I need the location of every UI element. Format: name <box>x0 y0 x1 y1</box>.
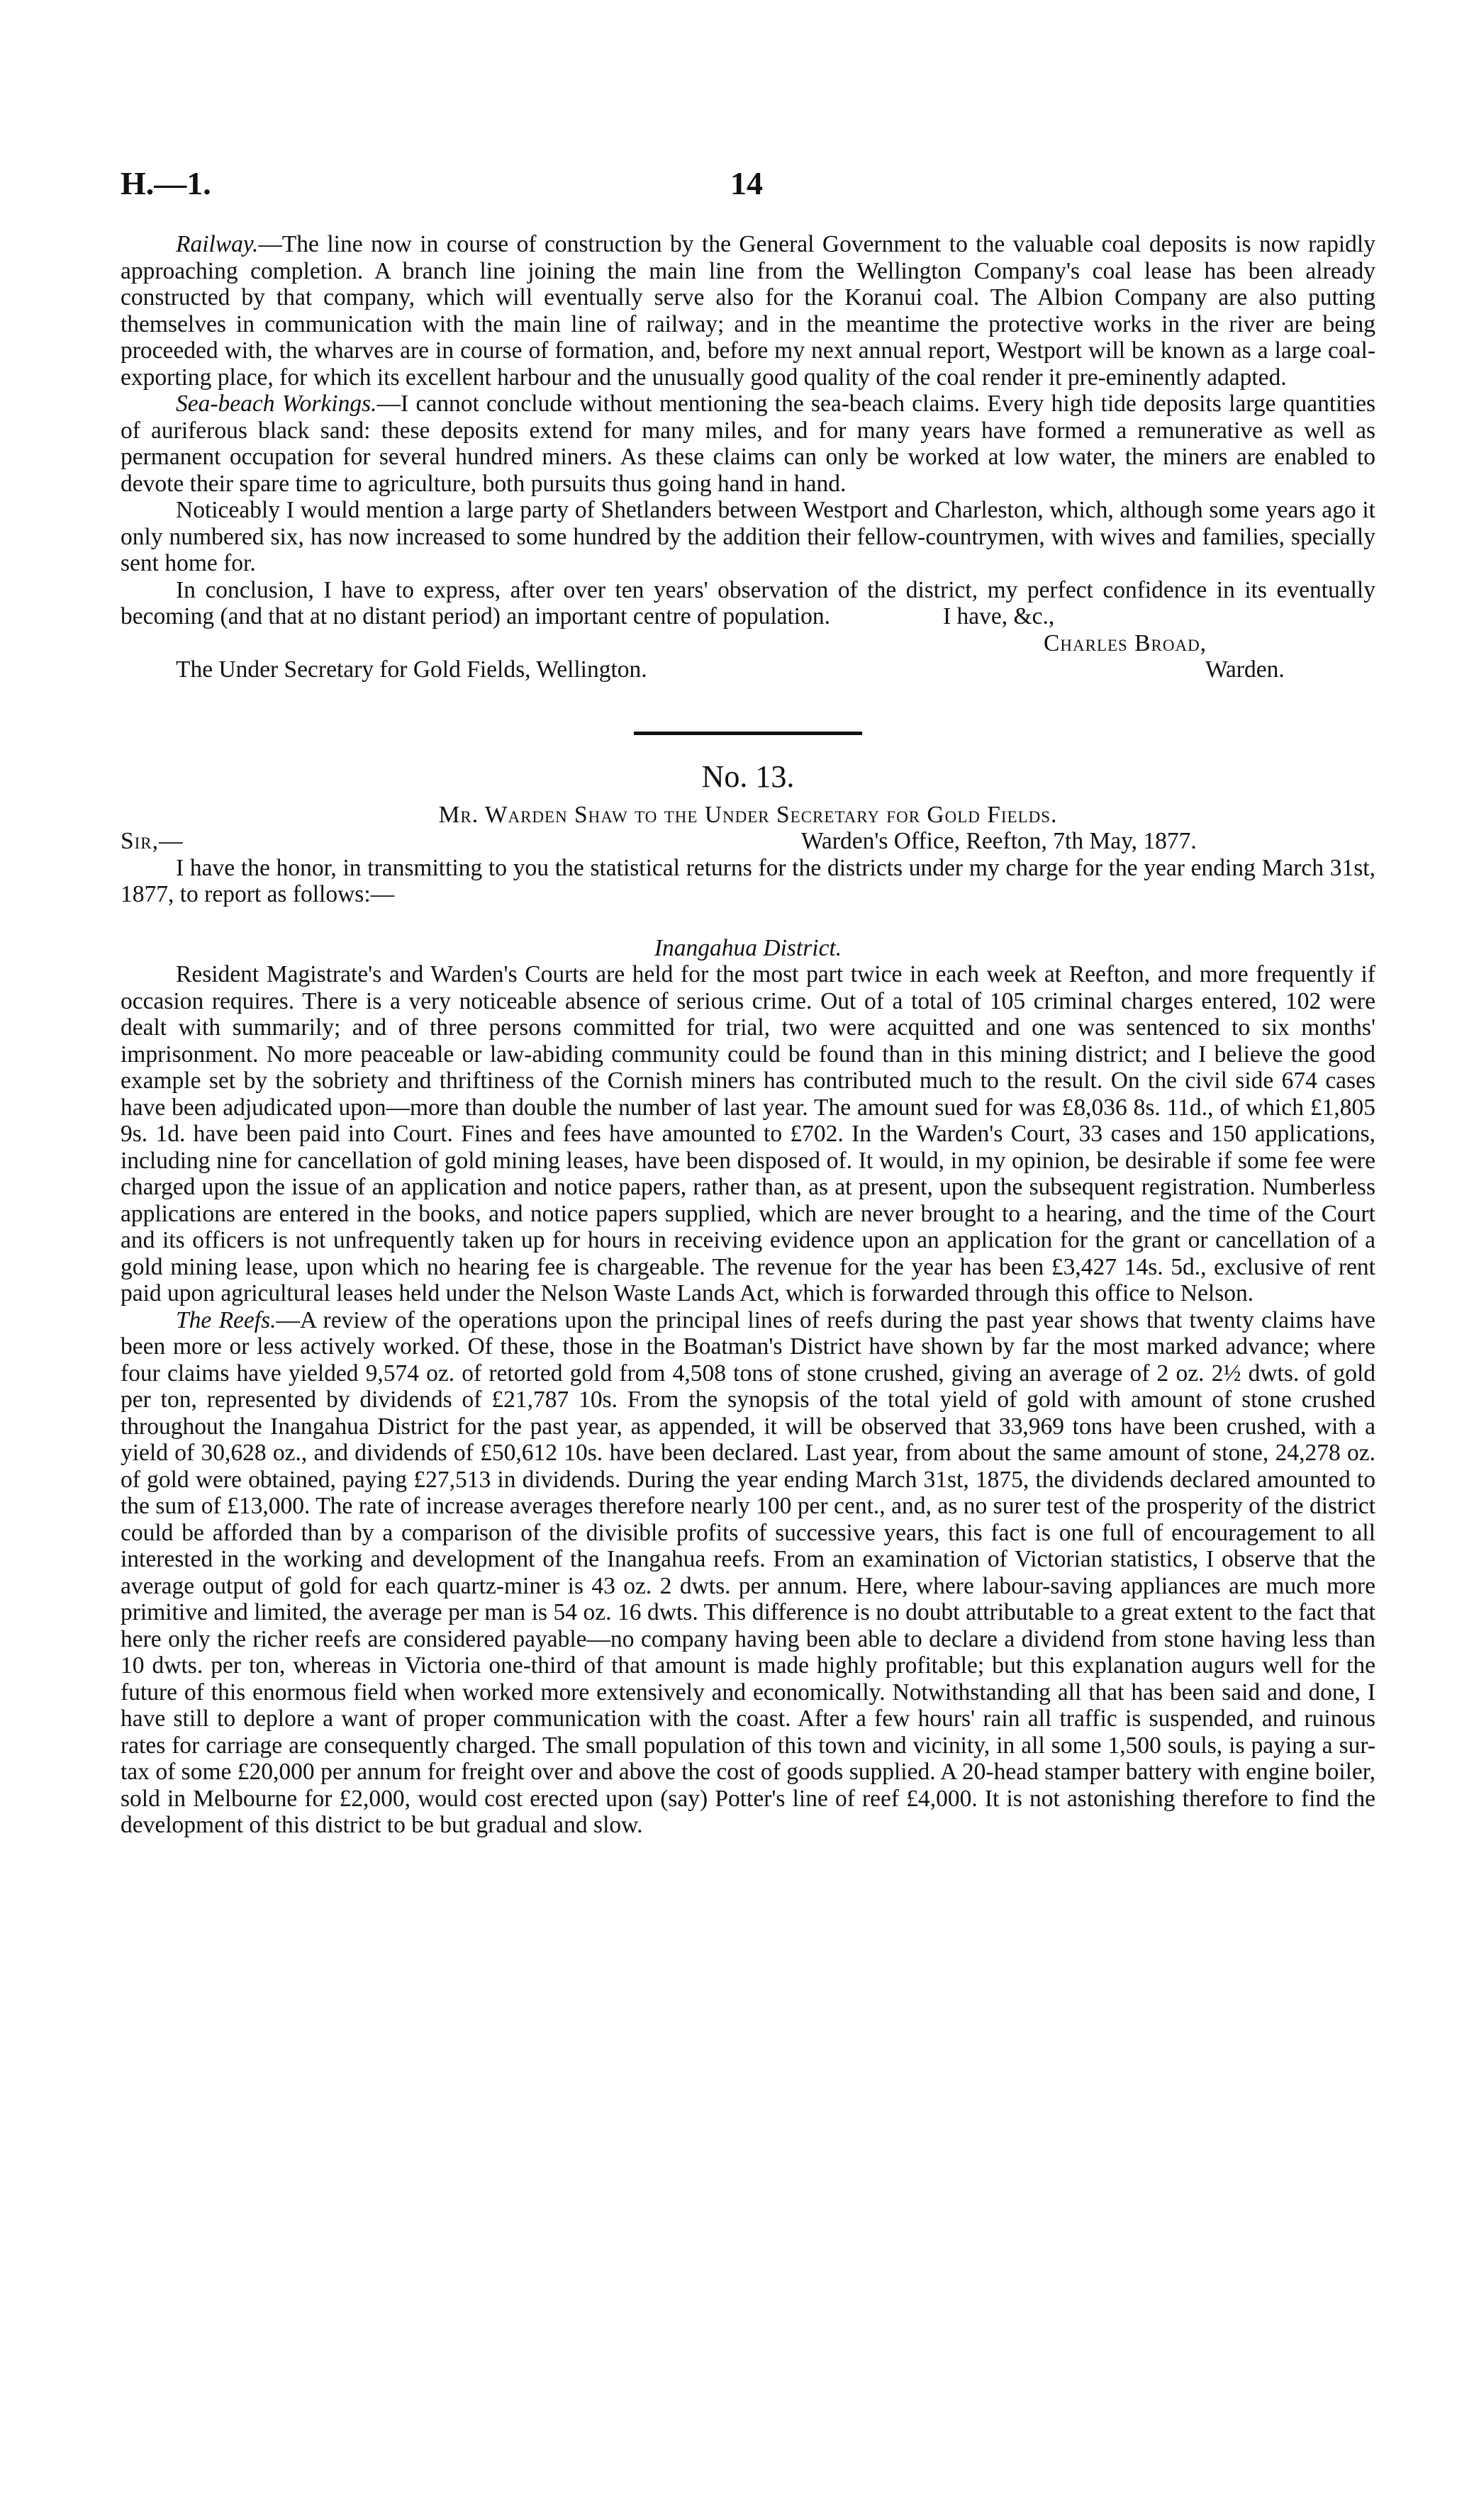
paragraph-text-reefs: —A review of the operations upon the principal lines of reefs during the past year shows that twenty claims have been more or less actively worked. Of these, those in the Boatman's District have shown by far the most marked advance; where four claims have yielded 9,574 oz. of retorted gold from 4,508 tons of stone crushed, giving an average of 2 oz. 2½ dwts. of gold per ton, represented by dividends of £21,787 10s. From the synopsis of the total yield of gold with amount of stone crushed throughout the Inangahua District for the past year, as appended, it will be observed that 33,969 tons have been crushed, with a yield of 30,628 oz., and dividends of £50,612 10s. have been declared. Last year, from about the same amount of stone, 24,278 oz. of gold were obtained, paying £27,513 in dividends. During the year ending March 31st, 1875, the dividends declared amounted to the sum of £13,000. The rate of increase averages therefore nearly 100 per cent., and, as no surer test of the prosperity of the district could be afforded than by a comparison of the divisible profits of successive years, this fact is one full of encouragement to all interested in the working and development of the Inangahua reefs. From an examination of Victorian statistics, I observe that the average output of gold for each quartz-miner is 43 oz. 2 dwts. per annum. Here, where labour-saving appliances are much more primitive and limited, the average per man is 54 oz. 16 dwts. This difference is no doubt attributable to a great extent to the fact that here only the richer reefs are considered payable—no company having been able to declare a dividend from stone having less than 10 dwts. per ton, whereas in Victoria one-third of that amount is made highly profitable; but this explanation augurs well for the future of this enormous field when worked more extensively and economically. Notwithstanding all that has been said and done, I have still to deplore a want of proper communication with the coast. After a few hours' rain all traffic is suspended, and ruinous rates for carriage are consequently charged. The small population of this town and vicinity, in all some 1,500 souls, is paying a sur-tax of some £20,000 per annum for freight over and above the cost of goods supplied. A 20-head stamper battery with engine boiler, sold in Melbourne for £2,000, would cost erected upon (say) Potter's line of reef £4,000. It is not astonishing therefore to find the development of this district to be but gradual and slow. <box>121 1306 1376 1838</box>
paragraph-conclusion: In conclusion, I have to express, after over ten years' observation of the district, my perfect confidence in its eventually becoming (and that at no distant period) an important centre of population. <box>121 576 1375 629</box>
paragraph-text-railway: —The line now in course of construction by the General Government to the valuable coal deposits is now rapidly approaching completion. A branch line joining the main line from the Wellington Company's coal lease has been already constructed by that company, which will eventually serve also for the Koranui coal. The Albion Company are also putting themselves in communication with the main line of railway; and in the meantime the protective works in the river are being proceeded with, the wharves are in course of formation, and, before my next annual report, Westport will be known as a large coal-exporting place, for which its excellent harbour and the unusually good quality of the coal render it pre-eminently adapted. <box>121 231 1375 391</box>
paragraph-lead-reefs: The Reefs. <box>176 1306 277 1333</box>
closing-row <box>121 603 1375 657</box>
addressee-row <box>121 656 1375 683</box>
document-body <box>121 231 1375 1839</box>
letter-number: No. 13. <box>701 758 795 794</box>
page-header <box>121 164 1354 214</box>
salutation-row <box>121 828 1375 855</box>
paragraph-lead-railway: Railway. <box>176 231 259 257</box>
paragraph-railway <box>121 231 1375 391</box>
dateline: Warden's Office, Reefton, 7th May, 1877. <box>801 828 1197 854</box>
letter-heading: Mr. Warden Shaw to the Under Secretary for Gold Fields. <box>438 801 1058 828</box>
paragraph-shetlanders: Noticeably I would mention a large party of Shetlanders between Westport and Charleston, which, although some years ago it only numbered six, has now increased to some hundred by the addition their fellow-countrymen, with wives and families, specially sent home for. <box>121 497 1375 576</box>
paragraph-sea-beach <box>121 391 1375 497</box>
paragraph-reefs <box>121 1307 1375 1839</box>
salutation: Sir,— <box>121 828 184 854</box>
paragraph-courts: Resident Magistrate's and Warden's Courts are held for the most part twice in each week at Reefton, and more frequently if occasion requires. There is a very noticeable absence of serious crime. Out of a total of 105 criminal charges entered, 102 were dealt with summarily; and of three persons committed for trial, two were acquitted and one was sentenced to six months' imprisonment. No more peaceable or law-abiding community could be found than in this mining district; and I believe the good example set by the sobriety and thriftiness of the Cornish miners has contributed much to the result. On the civil side 674 cases have been adjudicated upon—more than double the number of last year. The amount sued for was £8,036 8s. 11d., of which £1,805 9s. 1d. have been paid into Court. Fines and fees have amounted to £702. In the Warden's Court, 33 cases and 150 applications, including nine for cancellation of gold mining leases, have been disposed of. It would, in my opinion, be desirable if some fee were charged upon the issue of an application and notice papers, rather than, as at present, upon the subsequent registration. Numberless applications are entered in the books, and notice papers supplied, which are never brought to a hearing, and the time of the Court and its officers is not unfrequently taken up for hours in receiving evidence upon an application for the grant or cancellation of a gold mining lease, upon which no hearing fee is chargeable. The revenue for the year has been £3,427 14s. 5d., exclusive of rent paid upon agricultural leases held under the Nelson Waste Lands Act, which is forwarded through this office to Nelson. <box>121 961 1375 1306</box>
page-number: 14 <box>730 165 763 201</box>
section-divider <box>634 732 862 735</box>
addressee: The Under Secretary for Gold Fields, Wellington. <box>176 656 647 683</box>
district-subheading: Inangahua District. <box>654 934 842 961</box>
paragraph-text-sea-beach: —I cannot conclude without mentioning the sea-beach claims. Every high tide deposits large quantities of auriferous black sand: these deposits extend for many miles, and for many years have formed a remunerative as well as permanent occupation for several hundred miners. As these claims can only be worked at low water, the miners are enabled to devote their spare time to agriculture, both pursuits thus going hand in hand. <box>121 391 1376 497</box>
paragraph-intro: I have the honor, in transmitting to you the statistical returns for the districts under my charge for the year ending March 31st, 1877, to report as follows:— <box>121 854 1375 907</box>
signature-name: Charles Broad, <box>1044 629 1207 656</box>
closing-formula: I have, &c., <box>943 603 1055 629</box>
parliamentary-paper-code: H.—1. <box>121 165 211 201</box>
paragraph-lead-sea-beach: Sea-beach Workings. <box>176 391 377 417</box>
signatory-title: Warden. <box>1205 656 1285 683</box>
